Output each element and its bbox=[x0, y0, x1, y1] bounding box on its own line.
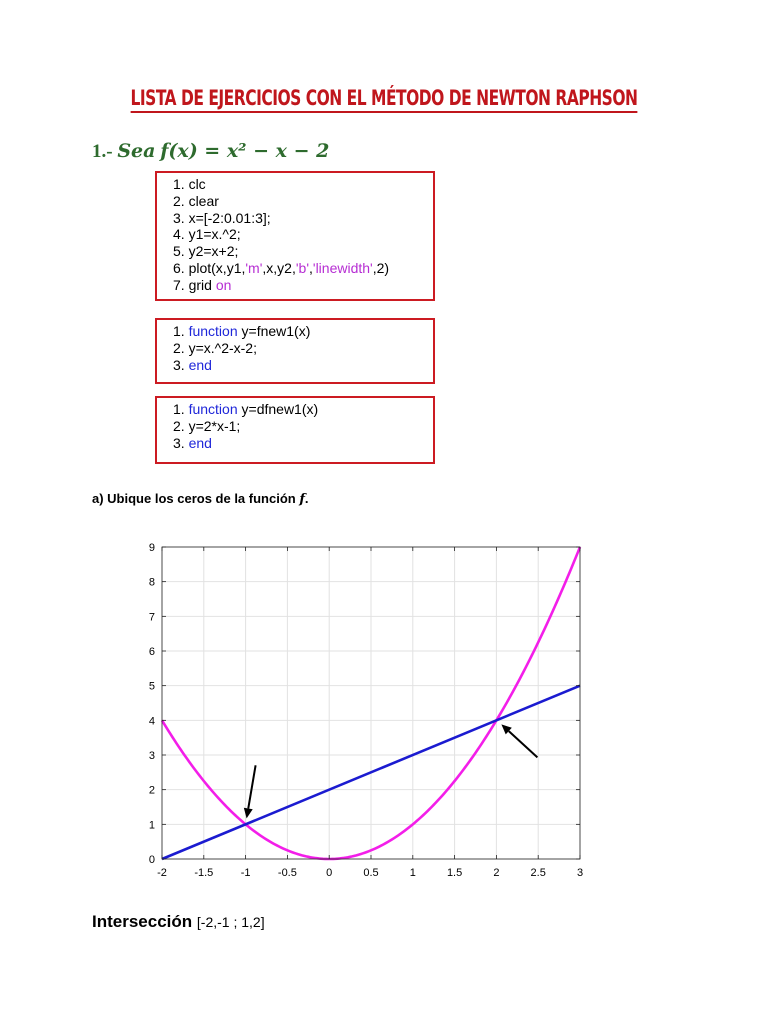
x-tick-label: 1 bbox=[409, 867, 416, 879]
code-line bbox=[173, 340, 433, 357]
y-tick-label: 3 bbox=[148, 750, 155, 762]
code-text: 1. bbox=[173, 401, 189, 417]
intersection-value: [-2,-1 ; 1,2] bbox=[196, 914, 265, 930]
x-tick-label: 2 bbox=[493, 867, 500, 879]
y-tick-label: 5 bbox=[148, 680, 155, 693]
x-tick-label: 3 bbox=[576, 867, 584, 879]
code-text: 3. bbox=[173, 356, 189, 373]
code-line bbox=[173, 193, 433, 210]
code-text: ,2) bbox=[372, 259, 390, 276]
x-tick-label: -0.5 bbox=[277, 867, 297, 879]
function-plot bbox=[136, 536, 596, 886]
x-tick-label: -2 bbox=[157, 867, 167, 879]
exercise-number: 1.- bbox=[92, 141, 113, 162]
question-a bbox=[92, 491, 309, 507]
code-string: 'linewidth' bbox=[312, 259, 373, 276]
code-line bbox=[173, 418, 433, 435]
y-tick-label: 9 bbox=[148, 542, 155, 554]
code-line bbox=[173, 260, 433, 277]
code-text: 1. clc bbox=[173, 176, 206, 192]
y-tick-label: 4 bbox=[148, 715, 155, 728]
code-text: 4. y1=x.^2; bbox=[173, 226, 241, 243]
question-end: . bbox=[304, 491, 309, 506]
intersection-line bbox=[92, 912, 265, 932]
code-line bbox=[173, 435, 433, 452]
code-line bbox=[173, 357, 433, 374]
code-text: 2. y=2*x-1; bbox=[173, 417, 241, 434]
question-symbol: f bbox=[299, 492, 305, 507]
question-text: a) Ubique los ceros de la función bbox=[92, 491, 300, 506]
code-line bbox=[173, 401, 433, 418]
code-string: 'b' bbox=[295, 259, 309, 276]
code-text: 1. bbox=[173, 323, 189, 339]
exercise-sea: Sea bbox=[117, 140, 156, 162]
grid-layer bbox=[162, 547, 580, 859]
code-block-fnew1 bbox=[155, 318, 435, 384]
code-text: 2. y=x.^2-x-2; bbox=[173, 339, 257, 356]
code-text: 3. x=[-2:0.01:3]; bbox=[173, 209, 271, 226]
page-title bbox=[69, 86, 699, 110]
code-keyword: end bbox=[188, 356, 212, 373]
code-text: 3. bbox=[173, 434, 189, 451]
x-tick-label: 0 bbox=[326, 867, 333, 879]
page-title-text: LISTA DE EJERCICIOS CON EL MÉTODO DE NEWTON RAPHSON bbox=[131, 86, 638, 113]
exercise-heading bbox=[92, 140, 329, 163]
code-keyword: end bbox=[188, 434, 212, 451]
x-tick-label: -1.5 bbox=[194, 867, 214, 879]
x-tick-label: -1 bbox=[240, 867, 251, 879]
code-text: 6. plot(x,y1, bbox=[173, 259, 246, 276]
x-tick-label: 1.5 bbox=[446, 867, 463, 879]
code-line bbox=[173, 243, 433, 260]
intersection-label: Intersección bbox=[92, 912, 193, 931]
code-block-dfnew1 bbox=[155, 396, 435, 464]
code-text: ,x,y2, bbox=[262, 259, 296, 276]
code-string: 'm' bbox=[245, 259, 263, 276]
y-tick-label: 2 bbox=[148, 784, 155, 797]
y-tick-label: 6 bbox=[148, 646, 155, 658]
code-text: 7. grid bbox=[173, 276, 216, 293]
code-keyword: function bbox=[188, 401, 238, 417]
code-block-plot bbox=[155, 171, 435, 301]
arrow-shaft bbox=[248, 765, 255, 808]
code-text: 2. clear bbox=[173, 192, 219, 209]
arrow-shaft bbox=[509, 731, 538, 757]
code-text: , bbox=[309, 259, 313, 276]
code-line bbox=[173, 210, 433, 227]
arrow-intersection-2 bbox=[501, 724, 537, 757]
code-line bbox=[173, 176, 433, 193]
code-line bbox=[173, 226, 433, 243]
y-tick-label: 8 bbox=[148, 576, 155, 589]
y-tick-label: 7 bbox=[148, 611, 155, 624]
code-line bbox=[173, 277, 433, 294]
code-line bbox=[173, 323, 433, 340]
exercise-formula: f(x) = x² − x − 2 bbox=[160, 140, 330, 162]
code-string: on bbox=[215, 276, 232, 293]
y-tick-label: 1 bbox=[148, 819, 155, 832]
code-text: y=fnew1(x) bbox=[237, 323, 311, 339]
x-tick-label: 2.5 bbox=[530, 867, 546, 879]
code-keyword: function bbox=[188, 323, 238, 339]
y-tick-label: 0 bbox=[148, 854, 155, 866]
code-text: 5. y2=x+2; bbox=[173, 243, 239, 260]
code-text: y=dfnew1(x) bbox=[237, 401, 319, 417]
x-tick-label: 0.5 bbox=[363, 867, 379, 879]
